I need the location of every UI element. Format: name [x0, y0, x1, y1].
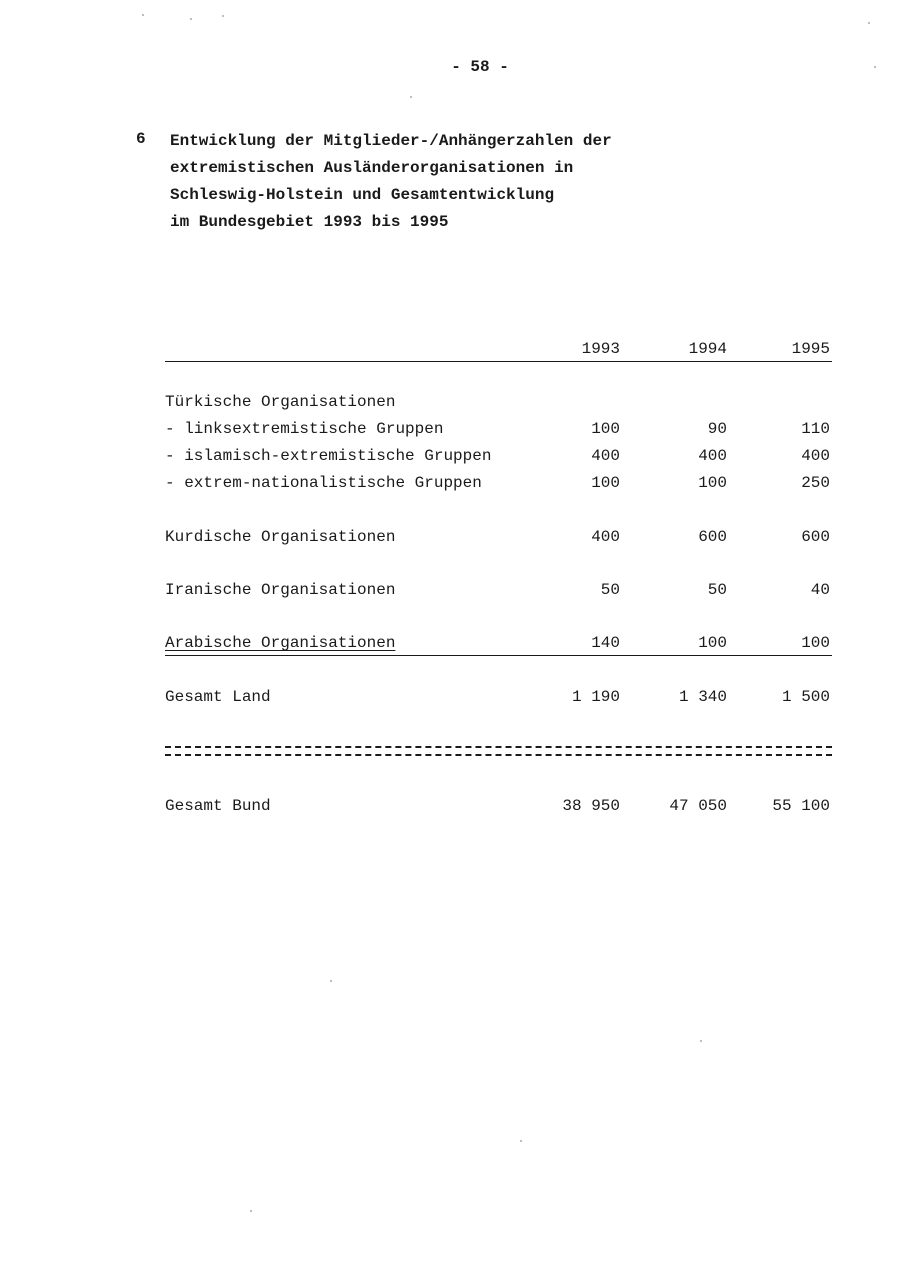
speck [330, 980, 332, 982]
row-label: Iranische Organisationen [165, 581, 396, 599]
year-header-1993: 1993 [581, 340, 620, 358]
section-heading [170, 128, 730, 236]
cell-value: 100 [591, 474, 620, 492]
cell-value: 40 [810, 581, 830, 599]
cell-value: 55 100 [772, 797, 830, 815]
table-row-total-land [165, 688, 832, 715]
subtotal-rule [165, 655, 832, 656]
year-header-1995: 1995 [791, 340, 830, 358]
cell-value: 100 [591, 420, 620, 438]
speck [874, 66, 876, 68]
speck [868, 22, 870, 24]
cell-value: 38 950 [562, 797, 620, 815]
cell-value: 47 050 [669, 797, 727, 815]
cell-value: 100 [698, 474, 727, 492]
cell-value: 90 [707, 420, 727, 438]
cell-value: 400 [591, 528, 620, 546]
row-label: Kurdische Organisationen [165, 528, 396, 546]
group-label-turkish [165, 393, 832, 420]
year-header-1994: 1994 [688, 340, 727, 358]
row-label: - islamisch-extremistische Gruppen [165, 447, 492, 465]
table-row [165, 474, 832, 501]
row-label: Gesamt Land [165, 688, 271, 706]
speck [142, 14, 144, 16]
cell-value: 100 [698, 634, 727, 652]
cell-value: 140 [591, 634, 620, 652]
cell-value: 1 500 [781, 688, 830, 706]
table-row [165, 634, 832, 661]
cell-value: 400 [591, 447, 620, 465]
speck [520, 1140, 522, 1142]
double-separator [165, 746, 832, 756]
cell-value: 400 [801, 447, 830, 465]
membership-table [165, 340, 832, 815]
speck [250, 1210, 252, 1212]
cell-value: 250 [801, 474, 830, 492]
page-number: - 58 - [451, 58, 509, 76]
heading-line: Entwicklung der Mitglieder-/Anhängerzahlen der [170, 132, 612, 150]
speck [222, 15, 224, 17]
cell-value: 400 [698, 447, 727, 465]
cell-value: 50 [600, 581, 620, 599]
row-label: - linksextremistische Gruppen [165, 420, 444, 438]
cell-value: 600 [698, 528, 727, 546]
cell-value: 1 340 [678, 688, 727, 706]
speck [700, 1040, 702, 1042]
header-rule [165, 361, 832, 362]
cell-value: 600 [801, 528, 830, 546]
row-label: Türkische Organisationen [165, 393, 396, 411]
cell-value: 100 [801, 634, 830, 652]
cell-value: 110 [801, 420, 830, 438]
heading-line: extremistischen Ausländerorganisationen in [170, 159, 574, 177]
table-header-row [165, 340, 832, 362]
cell-value: 1 190 [571, 688, 620, 706]
section-number: 6 [136, 130, 146, 148]
row-label: Gesamt Bund [165, 797, 271, 815]
row-label: Arabische Organisationen [165, 634, 396, 652]
table-row-total-bund [165, 797, 832, 824]
speck [190, 18, 192, 20]
table-row [165, 581, 832, 608]
table-row [165, 528, 832, 555]
row-label: - extrem-nationalistische Gruppen [165, 474, 482, 492]
speck [410, 96, 412, 98]
table-row [165, 447, 832, 474]
cell-value: 50 [707, 581, 727, 599]
heading-line: Schleswig-Holstein und Gesamtentwicklung [170, 186, 555, 204]
table-row [165, 420, 832, 447]
heading-line: im Bundesgebiet 1993 bis 1995 [170, 213, 449, 231]
